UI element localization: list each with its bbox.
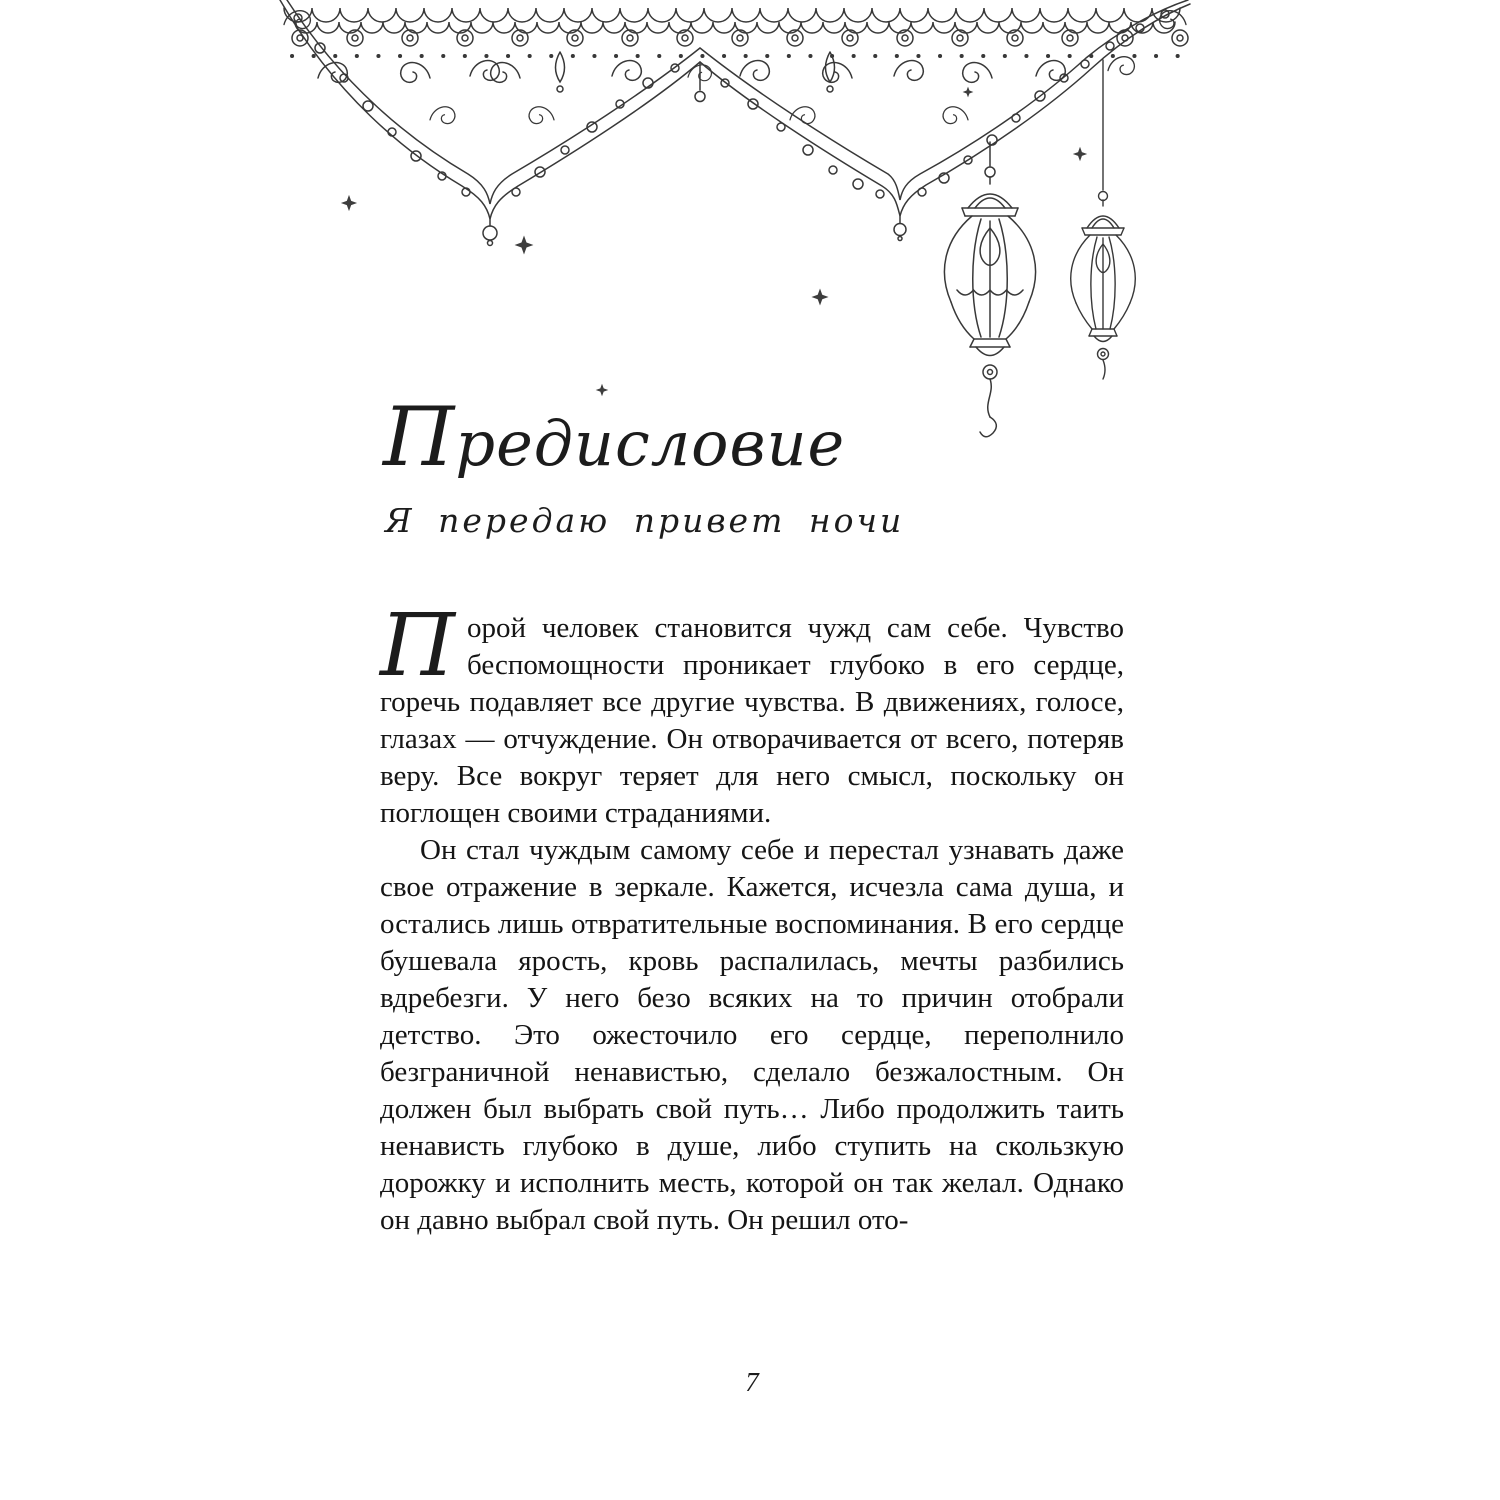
paragraph-1-text: орой человек становится чужд сам себе. Чувство беспомощности проникает глубоко в его сердце, горечь подавляет все другие чувства. В движениях, голосе, глазах — отчуждение. Он отворачивается от всего, потеряв веру. Все вокруг теряет для него смысл, поскольку он поглощен своими страданиями.	[380, 612, 1124, 829]
body-text	[380, 596, 1124, 1239]
lace-band	[284, 8, 1188, 124]
dropcap-letter: П	[380, 596, 455, 696]
lantern-small-icon	[1071, 60, 1136, 379]
body-paragraph-1	[380, 596, 1124, 832]
chapter-subtitle: Я передаю привет ночи	[385, 501, 905, 540]
page-number: 7	[745, 1367, 759, 1397]
body-paragraph-2: Он стал чуждым самому себе и перестал узнавать даже свое отражение в зеркале. Кажется, исчезла сама душа, и остались лишь отвратительные воспоминания. В его сердце бушевала ярость, кровь распалилась, мечты разбились вдребезги. У него безо всяких на то причин отобрали детство. Это ожесточило его сердце, переполнило безграничной ненавистью, сделало безжалостным. Он должен был выбрать свой путь… Либо продолжить таить ненависть глубоко в душе, либо ступить на скользкую дорожку и исполнить месть, которой он так желал. Однако он давно выбрал свой путь. Он решил ото-	[380, 834, 1124, 1236]
chapter-heading	[383, 390, 904, 540]
lace-arches	[280, 0, 1190, 246]
lantern-large-icon	[944, 142, 1035, 437]
chapter-title: Предисловие	[383, 390, 846, 485]
